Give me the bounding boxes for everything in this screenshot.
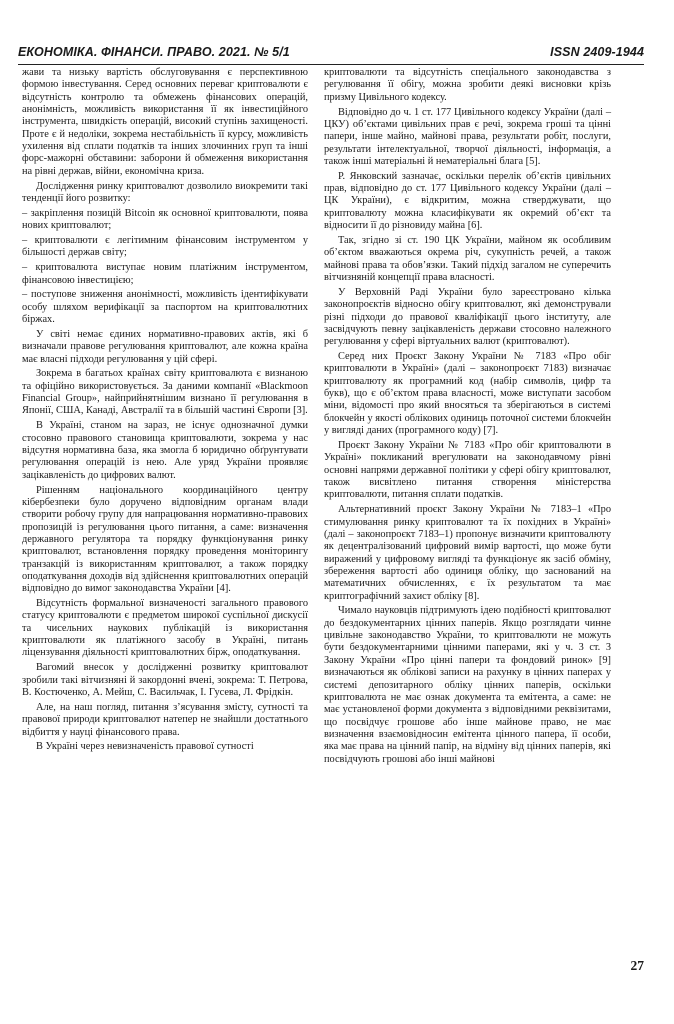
- issn: ISSN 2409-1944: [550, 45, 644, 59]
- paragraph: Відповідно до ч. 1 ст. 177 Цивільного кодексу України (далі – ЦКУ) об’єктами цивільних прав є речі, зокрема гроші та цінні папери, інше майно, майнові права, результати робіт, послуги, результати інтелектуальної, творчої діяльності, інформація, а також інші матеріальні й нематеріальні блага [5].: [324, 106, 611, 167]
- paragraph: Рішенням національного координаційного центру кібербезпеки було доручено відповідним органам влади створити робочу групу для напрацювання нормативно-правових пропозицій із регулювання цього питання, а саме: визначення державного регулятора та порядку функціонування ринку криптовалют, встановлення порядку проведення моніторингу транзакцій із використанням криптовалют, а також порядку оподаткування доходів від здійснення криптовалютних операцій відповідно до вимог законодавства України [4].: [22, 484, 308, 595]
- paragraph: Альтернативний проєкт Закону України № 7183–1 «Про стимулювання ринку криптовалют та їх похідних в Україні» (далі – законопроєкт 7183–1) пропонує визначити криптовалюту як децентралізований цифровий вимір вартості, що може бути виражений у цифровому вигляді та функціонує як засіб обміну, збереження вартості або одиниця обліку, що заснований на математичних обчисленнях, є їх результатом та має криптографічний захист обліку [8].: [324, 504, 611, 602]
- paragraph: Вагомий внесок у дослідженні розвитку криптовалют зробили такі вітчизняні й закордонні вчені, зокрема: Т. Петрова, В. Костюченко, А. Мейш, С. Васильчак, І. Гусева, Л. Фрідкін.: [22, 662, 308, 698]
- paragraph: Чимало науковців підтримують ідею подібності криптовалют до бездокументарних цінних паперів. Якщо розглядати чинне цивільне законодавство України, то криптовалюти не можуть бути бездокументарними цінними паперами, які у ч. 3 ст. 3 Закону України «Про цінні папери та фондовий ринок» [9] визначаються як облікові записи на рахунку в цінних паперах у системі депозитарного обліку цінних паперів, оскільки криптовалюта не має ознак документа та емітента, а саме: не має установленої форми документа з відповідними реквізитами, що посвідчує грошове або інше майнове право, не має визначення взаємовідносин емітента цінного папера, її особи, яка має права на цінний папір, на відміну від цінних паперів, які посвідчують грошові або інші майнові: [324, 605, 611, 765]
- paragraph: Проєкт Закону України № 7183 «Про обіг криптовалюти в Україні» покликаний врегулювати на законодавчому рівні основні напрями державної політики у сфері обігу криптовалют, також висвітлено питання створення міністерства криптовалюти, питання сплати податків.: [324, 439, 611, 501]
- paragraph: У Верховній Раді України було зареєстровано кілька законопроєктів відносно обігу криптовалют, які демонстрували різні підходи до правової кваліфікації цього інституту, але засвідчують певну зацікавленість держави стосовно належного регулювання у сфері віртуальних валют (криптовалют).: [324, 286, 611, 348]
- paragraph: У світі немає єдиних нормативно-правових актів, які б визначали правове регулювання криптовалют, але кожна країна має власні підходи регулювання у цій сфері.: [22, 328, 308, 365]
- paragraph: В Україні, станом на зараз, не існує однозначної думки стосовно правового становища криптовалюти, зокрема у нас відсутня нормативна база, яка змогла б юридично обґрунтувати регулювання операцій із нею. Але уряд України проявляє зацікавленість до цифрових валют.: [22, 420, 308, 481]
- paragraph: Дослідження ринку криптовалют дозволило виокремити такі тенденції його розвитку:: [22, 180, 308, 204]
- running-header: [18, 45, 644, 63]
- list-item: – криптовалюта виступає новим платіжним інструментом, фінансовою інвестицією;: [22, 262, 308, 286]
- page-number: 27: [630, 958, 644, 973]
- paragraph: Р. Янковский зазначає, оскільки перелік об’єктів цивільних прав, відповідно до ст. 177 Цивільного кодексу України (далі – ЦК України), є відкритим, можна стверджувати, що криптовалюту можна класифікувати як окремий об’єкт та відносити її до різновиду майна [6].: [324, 170, 611, 232]
- paragraph: Зокрема в багатьох країнах світу криптовалюта є визнаною та офіційно використовується. За даними компанії «Blackmoon Financial Group», найприйнятнішим визнано її регулювання в Японії, США, Канаді, Австралії та в більшій частині Європи [3].: [22, 368, 308, 417]
- right-column: [324, 67, 611, 768]
- list-item: – поступове зниження анонімності, можливість ідентифікувати особу шляхом верифікації за паспортом на криптовалютних біржах.: [22, 289, 308, 326]
- journal-title: ЕКОНОМІКА. ФІНАНСИ. ПРАВО. 2021. № 5/1: [18, 45, 290, 59]
- list-item: – криптовалюти є легітимним фінансовим інструментом у більшості держав світу;: [22, 234, 308, 259]
- paragraph: Відсутність формальної визначеності загального правового статусу криптовалюти є предметом широкої суспільної дискусії та чисельних наукових публікацій із використання криптовалюти як платіжного засобу в Україні, питань ліцензування діяльності криптовалютних бірж, оподаткування.: [22, 598, 308, 659]
- header-divider: [18, 64, 644, 65]
- paragraph: криптовалюти та відсутність спеціального законодавства з регулювання її обігу, можна зробити деякі висновки крізь призму Цивільного кодексу.: [324, 67, 611, 103]
- list-item: – закріплення позицій Bitcoin як основної криптовалюти, поява нових криптовалют;: [22, 207, 308, 232]
- paragraph: Але, на наш погляд, питання з’ясування змісту, сутності та правової природи криптовалют натепер не знайшли достатнього відбиття у науці фінансового права.: [22, 701, 308, 738]
- paragraph: Серед них Проєкт Закону України № 7183 «Про обіг криптовалюти в Україні» (далі – законопроєкт 7183) визначає криптовалюту як програмний код (набір символів, цифр та букв), що є об’єктом права власності, може виступати засобом міни, відомості про який вносяться та зберігаються в системі блокчейн у якості облікових одиниць поточної системи блокчейн у вигляді даних (програмного коду) [7].: [324, 351, 611, 437]
- paragraph: жави та низьку вартість обслуговування є перспективною формою інвестування. Серед основних переваг криптовалюти є відсутність контролю та обмежень фінансових операцій, анонімність, можливість використання її як інвестиційного інструмента, швидкість операцій, високий ступінь захищеності. Проте є й недоліки, зокрема нестабільність її курсу, можливість ухилення від сплати податків та інших злочинних груп та інші форс-мажорні обставини: заборони й обмеження використання на рівні держав, війни, економічна криза.: [22, 67, 308, 177]
- left-column: [22, 67, 308, 756]
- paragraph: В Україні через невизначеність правової сутності: [36, 741, 254, 753]
- paragraph: Так, згідно зі ст. 190 ЦК України, майном як особливим об’єктом вважаються окрема річ, сукупність речей, а також майнові права та обов’язки. Такий підхід загалом не суперечить вітчизняній концепції права власності.: [324, 234, 611, 283]
